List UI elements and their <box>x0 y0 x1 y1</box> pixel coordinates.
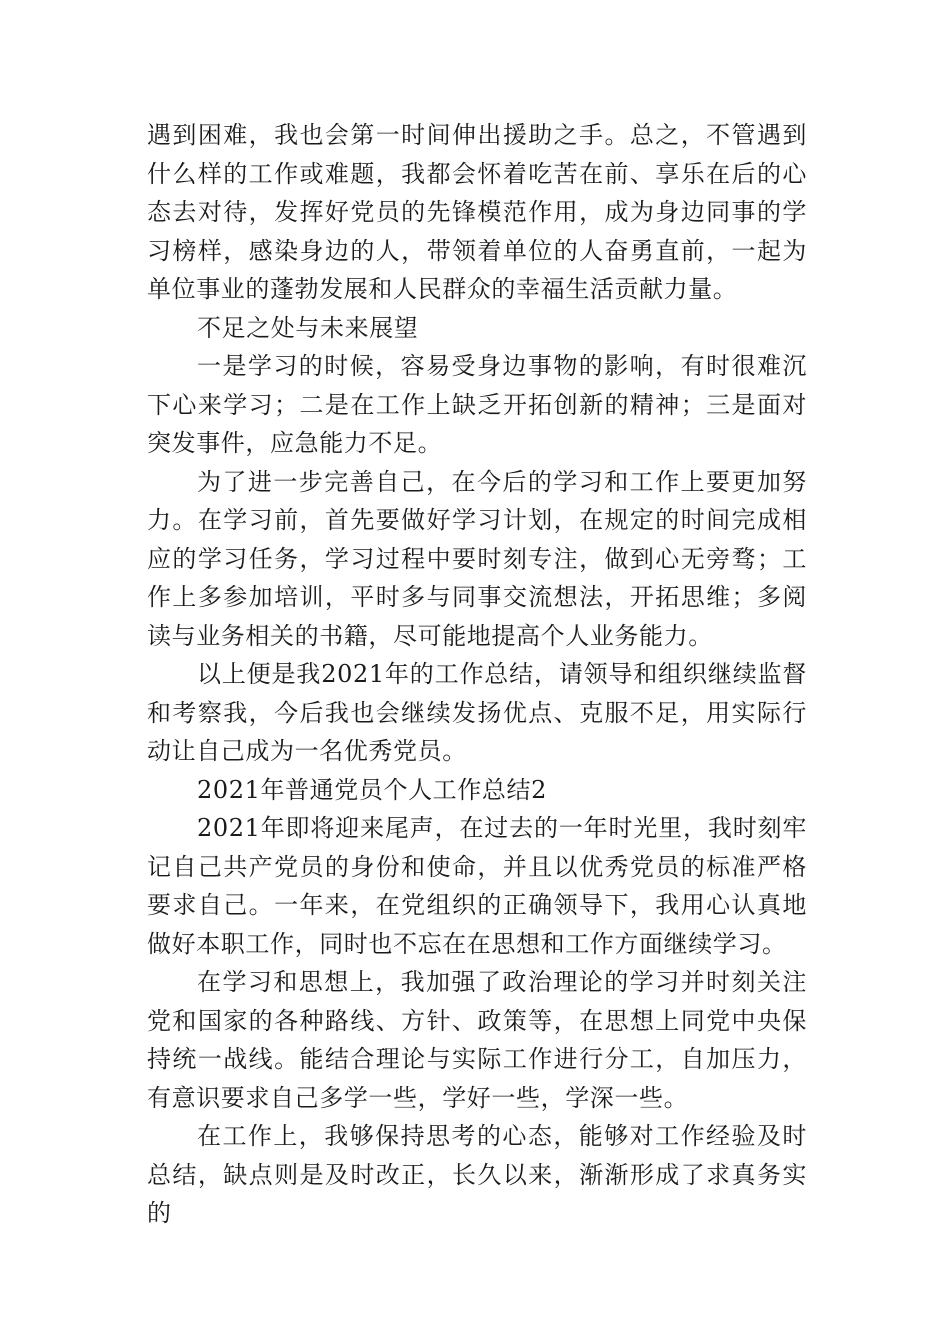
paragraph-work: 在工作上，我够保持思考的心态，能够对工作经验及时总结，缺点则是及时改正，长久以来，渐渐形成了求真务实的 <box>147 1122 807 1227</box>
paragraph-continuation: 遇到困难，我也会第一时间伸出援助之手。总之，不管遇到什么样的工作或难题，我都会怀着吃苦在前、享乐在后的心态去对待，发挥好党员的先锋模范作用，成为身边同事的学习榜样，感染身边的人，带领着单位的人奋勇直前，一起为单位事业的蓬勃发展和人民群众的幸福生活贡献力量。 <box>147 121 807 303</box>
document-body <box>147 116 807 1233</box>
paragraph-shortcomings: 一是学习的时候，容易受身边事物的影响，有时很难沉下心来学习；二是在工作上缺乏开拓创新的精神；三是面对突发事件，应急能力不足。 <box>147 352 807 457</box>
paragraph-intro: 2021年即将迎来尾声，在过去的一年时光里，我时刻牢记自己共产党员的身份和使命，并且以优秀党员的标准严格要求自己。一年来，在党组织的正确领导下，我用心认真地做好本职工作，同时也不忘在在思想和工作方面继续学习。 <box>147 814 807 958</box>
paragraph-conclusion: 以上便是我2021年的工作总结，请领导和组织继续监督和考察我，今后我也会继续发扬优点、克服不足，用实际行动让自己成为一名优秀党员。 <box>147 660 807 765</box>
section-heading-summary-2: 2021年普通党员个人工作总结2 <box>197 775 547 804</box>
paragraph-study-thought: 在学习和思想上，我加强了政治理论的学习并时刻关注党和国家的各种路线、方针、政策等，在思想上同党中央保持统一战线。能结合理论与实际工作进行分工，自加压力，有意识要求自己多学一些，学好一些，学深一些。 <box>147 968 807 1112</box>
paragraph-improvement-plan: 为了进一步完善自己，在今后的学习和工作上要更加努力。在学习前，首先要做好学习计划，在规定的时间完成相应的学习任务，学习过程中要时刻专注，做到心无旁骛；工作上多参加培训，平时多与同事交流想法，开拓思维；多阅读与业务相关的书籍，尽可能地提高个人业务能力。 <box>147 467 807 650</box>
section-heading-shortcomings: 不足之处与未来展望 <box>197 313 419 342</box>
